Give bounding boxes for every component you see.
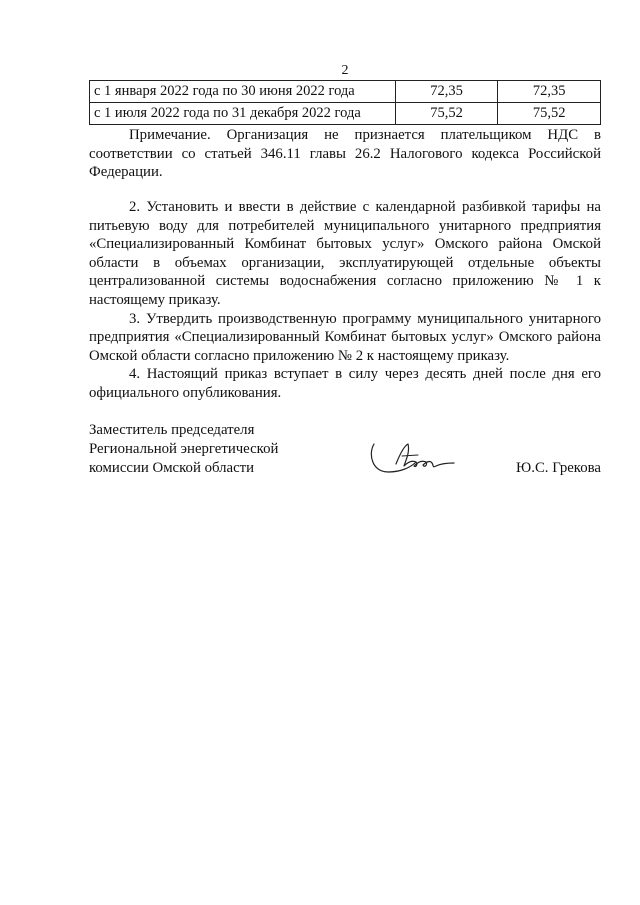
page-number: 2 (341, 63, 349, 78)
signatory-title (89, 421, 278, 478)
tariff-value-cell: 75,52 (395, 103, 498, 125)
tariff-value-cell: 72,35 (498, 81, 601, 103)
tariff-table (89, 80, 601, 125)
tariff-value-cell: 75,52 (498, 103, 601, 125)
order-items (89, 198, 601, 403)
signatory-title-line: Региональной энергетической (89, 441, 279, 457)
note-block (89, 126, 601, 182)
order-item-3: 3. Утвердить производственную программу муниципального унитарного предприятия «Специализированный Комбинат бытовых услуг» Омского района Омской области согласно приложению № 2 к настоящему приказу. (89, 310, 601, 364)
table-row (90, 103, 601, 125)
order-item-2: 2. Установить и ввести в действие с календарной разбивкой тарифы на питьевую воду для потребителей муниципального унитарного предприятия «Специализированный Комбинат бытовых услуг» Омского района Омской области в объемах организации, эксплуатирующей отдельные объекты централизованной системы водоснабжения согласно приложению № 1 к настоящему приказу. (89, 199, 601, 308)
handwritten-signature (366, 432, 466, 482)
signatory-name: Ю.С. Грекова (516, 460, 601, 476)
table-row (90, 81, 601, 103)
signatory-title-line: Заместитель председателя (89, 422, 255, 438)
order-item-4: 4. Настоящий приказ вступает в силу через десять дней после дня его официального опубликования. (89, 366, 601, 401)
period-cell: с 1 января 2022 года по 30 июня 2022 года (90, 81, 396, 103)
note-paragraph: Примечание. Организация не признается плательщиком НДС в соответствии со статьей 346.11 главы 26.2 Налогового кодекса Российской Федерации. (89, 127, 601, 181)
period-cell: с 1 июля 2022 года по 31 декабря 2022 года (90, 103, 396, 125)
tariff-value-cell: 72,35 (395, 81, 498, 103)
signatory-title-line: комиссии Омской области (89, 460, 255, 476)
